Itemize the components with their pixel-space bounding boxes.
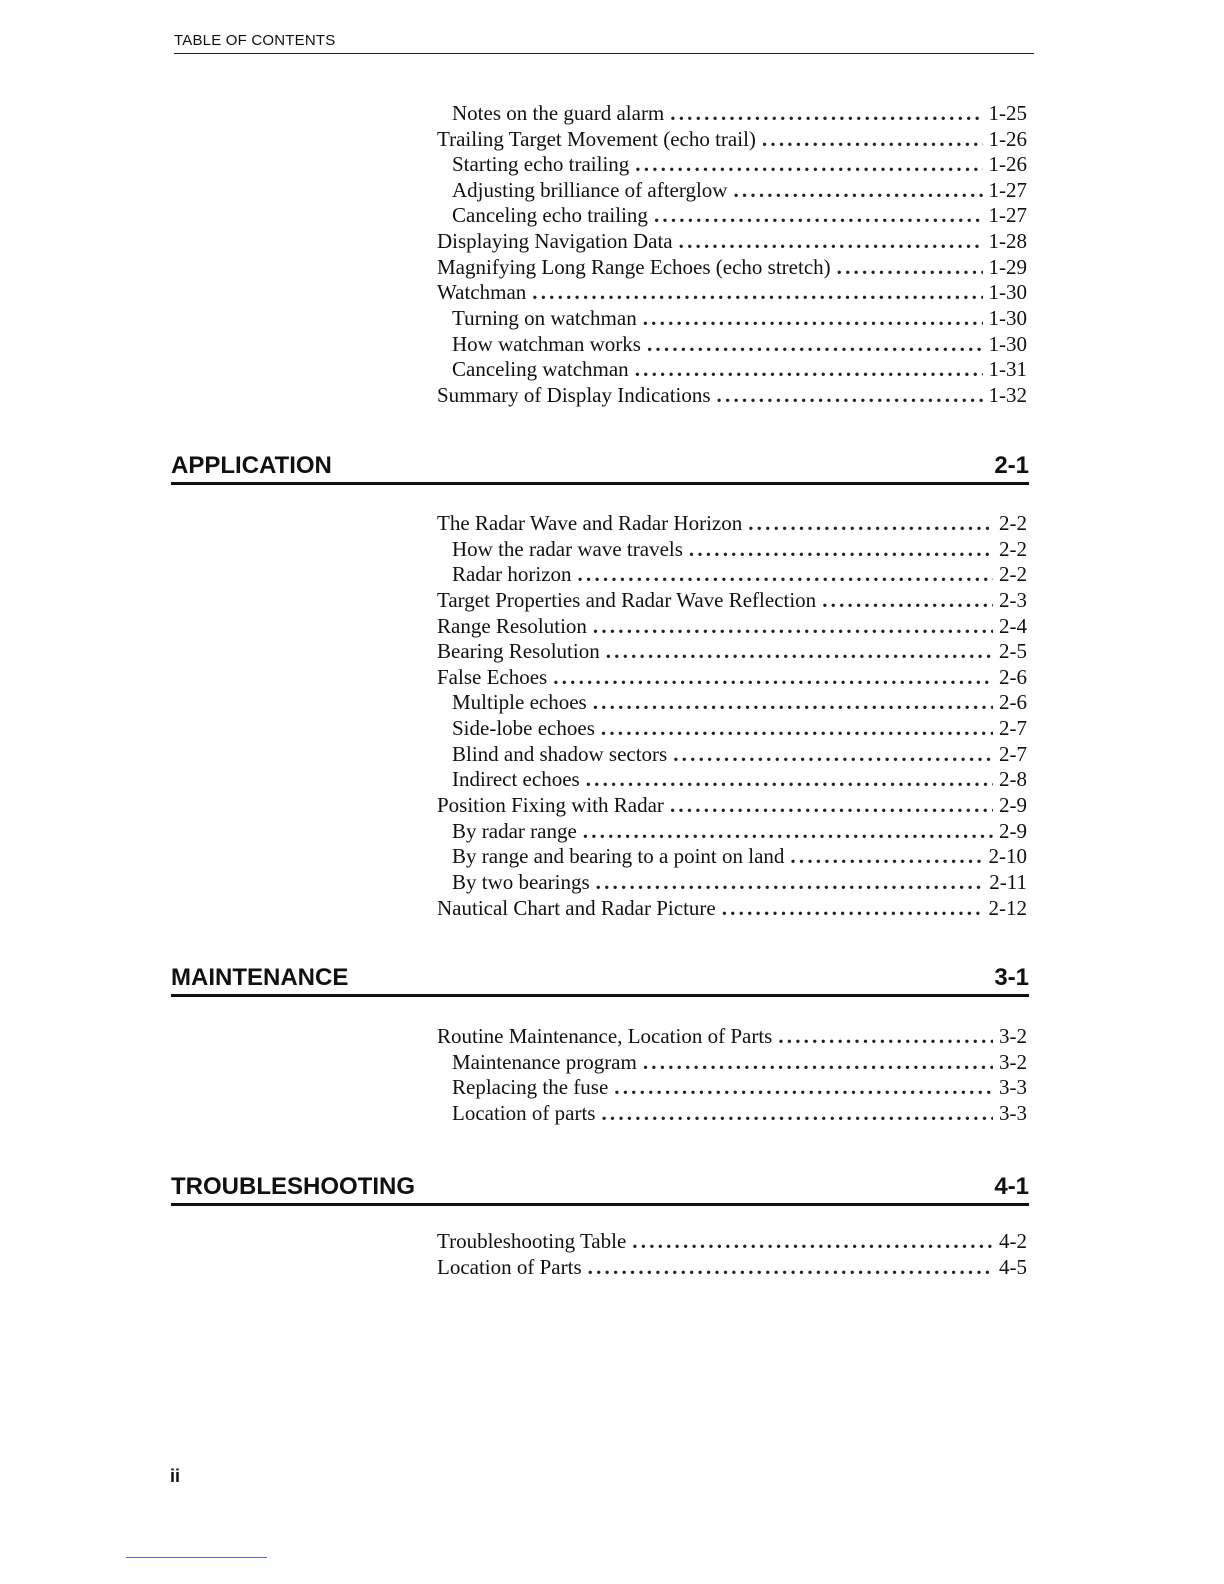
entry-page: 2-7	[999, 716, 1027, 740]
entry-title: Magnifying Long Range Echoes (echo stretch)	[437, 255, 831, 279]
leader-dots	[593, 613, 993, 639]
toc-entry[interactable]	[437, 613, 1027, 639]
toc-entry[interactable]	[437, 510, 1027, 536]
toc-entry[interactable]	[452, 1074, 1027, 1100]
entry-page: 2-12	[988, 896, 1027, 920]
toc-entry[interactable]	[437, 638, 1027, 664]
entry-page: 1-30	[988, 306, 1027, 330]
toc-entry[interactable]	[452, 1100, 1027, 1126]
leader-dots	[606, 638, 993, 664]
entry-title: Target Properties and Radar Wave Reflection	[437, 588, 817, 612]
leader-dots	[532, 279, 982, 305]
leader-dots	[588, 1254, 993, 1280]
entry-page: 1-27	[988, 178, 1027, 202]
toc-entry[interactable]	[437, 1254, 1027, 1280]
scan-edge-line	[126, 1557, 267, 1558]
entry-title: Notes on the guard alarm	[452, 101, 665, 125]
entry-page: 2-8	[999, 767, 1027, 791]
toc-entry[interactable]	[437, 895, 1027, 921]
leader-dots	[689, 536, 993, 562]
leader-dots	[733, 177, 982, 203]
toc-entry[interactable]	[437, 279, 1027, 305]
entry-title: Radar horizon	[452, 562, 572, 586]
entry-page: 2-5	[999, 639, 1027, 663]
leader-dots	[614, 1074, 993, 1100]
entry-page: 2-11	[989, 870, 1027, 894]
entry-title: Summary of Display Indications	[437, 383, 711, 407]
entry-page: 2-3	[999, 588, 1027, 612]
toc-entry[interactable]	[452, 843, 1027, 869]
entry-page: 3-2	[999, 1024, 1027, 1048]
chapter-title: TROUBLESHOOTING	[171, 1173, 415, 1200]
entry-title: Side-lobe echoes	[452, 716, 595, 740]
leader-dots	[632, 1228, 993, 1254]
leader-dots	[647, 331, 983, 357]
entry-page: 2-9	[999, 793, 1027, 817]
leader-dots	[790, 843, 982, 869]
entry-title: Starting echo trailing	[452, 152, 630, 176]
entry-title: By two bearings	[452, 870, 590, 894]
entry-title: Location of parts	[452, 1101, 596, 1125]
toc-entry[interactable]	[452, 305, 1027, 331]
chapter-heading-troubleshooting[interactable]	[171, 1171, 1029, 1206]
entry-page: 1-28	[988, 229, 1027, 253]
entry-page: 4-5	[999, 1255, 1027, 1279]
entry-page: 2-6	[999, 665, 1027, 689]
toc-entry[interactable]	[452, 1049, 1027, 1075]
toc-entry[interactable]	[437, 587, 1027, 613]
chapter-page: 4-1	[994, 1173, 1029, 1200]
toc-entry[interactable]	[452, 818, 1027, 844]
leader-dots	[635, 151, 982, 177]
toc-entry[interactable]	[452, 741, 1027, 767]
toc-entry[interactable]	[437, 228, 1027, 254]
entry-page: 1-32	[988, 383, 1027, 407]
entry-page: 2-2	[999, 562, 1027, 586]
leader-dots	[778, 1023, 993, 1049]
entry-title: Displaying Navigation Data	[437, 229, 673, 253]
entry-page: 2-6	[999, 690, 1027, 714]
entry-page: 2-10	[988, 844, 1027, 868]
leader-dots	[673, 741, 993, 767]
entry-title: The Radar Wave and Radar Horizon	[437, 511, 743, 535]
entry-page: 1-26	[988, 127, 1027, 151]
chapter-title: APPLICATION	[171, 452, 332, 479]
entry-page: 1-27	[988, 203, 1027, 227]
entry-page: 2-9	[999, 819, 1027, 843]
entry-title: False Echoes	[437, 665, 548, 689]
toc-entry[interactable]	[452, 202, 1027, 228]
entry-title: Blind and shadow sectors	[452, 742, 668, 766]
entry-page: 2-2	[999, 511, 1027, 535]
leader-dots	[643, 305, 983, 331]
entry-page: 2-4	[999, 614, 1027, 638]
entry-title: Maintenance program	[452, 1050, 637, 1074]
chapter-page: 2-1	[994, 452, 1029, 479]
leader-dots	[586, 766, 993, 792]
leader-dots	[822, 587, 993, 613]
leader-dots	[748, 510, 993, 536]
entry-title: Replacing the fuse	[452, 1075, 609, 1099]
toc-entry[interactable]	[452, 356, 1027, 382]
leader-dots	[583, 818, 993, 844]
leader-dots	[679, 228, 983, 254]
entry-page: 3-3	[999, 1075, 1027, 1099]
entry-title: Canceling watchman	[452, 357, 629, 381]
toc-entry[interactable]	[452, 151, 1027, 177]
entry-page: 1-30	[988, 280, 1027, 304]
chapter-heading-application[interactable]	[171, 450, 1029, 485]
toc-entry[interactable]	[452, 331, 1027, 357]
toc-entry[interactable]	[452, 869, 1027, 895]
leader-dots	[643, 1049, 993, 1075]
leader-dots	[596, 869, 984, 895]
entry-title: Routine Maintenance, Location of Parts	[437, 1024, 773, 1048]
entry-title: Watchman	[437, 280, 527, 304]
entry-title: Canceling echo trailing	[452, 203, 648, 227]
leader-dots	[601, 715, 993, 741]
chapter-heading-maintenance[interactable]	[171, 962, 1029, 997]
leader-dots	[601, 1100, 993, 1126]
entry-page: 1-29	[988, 255, 1027, 279]
entry-title: By radar range	[452, 819, 577, 843]
entry-title: Trailing Target Movement (echo trail)	[437, 127, 756, 151]
entry-page: 1-26	[988, 152, 1027, 176]
entry-title: By range and bearing to a point on land	[452, 844, 785, 868]
leader-dots	[578, 561, 993, 587]
entry-title: Range Resolution	[437, 614, 587, 638]
entry-title: Indirect echoes	[452, 767, 580, 791]
leader-dots	[670, 792, 993, 818]
toc-entry[interactable]	[452, 100, 1027, 126]
entry-title: Adjusting brilliance of afterglow	[452, 178, 728, 202]
toc-entry[interactable]	[437, 664, 1027, 690]
toc-entry[interactable]	[437, 126, 1027, 152]
leader-dots	[635, 356, 983, 382]
toc-entry[interactable]	[437, 1228, 1027, 1254]
leader-dots	[837, 254, 983, 280]
toc-entry[interactable]	[452, 561, 1027, 587]
entry-title: How watchman works	[452, 332, 641, 356]
toc-entry[interactable]	[452, 766, 1027, 792]
entry-title: Location of Parts	[437, 1255, 582, 1279]
entry-page: 1-31	[988, 357, 1027, 381]
leader-dots	[717, 382, 983, 408]
toc-entry[interactable]	[452, 689, 1027, 715]
entry-page: 4-2	[999, 1229, 1027, 1253]
toc-entry[interactable]	[437, 1023, 1027, 1049]
leader-dots	[762, 126, 983, 152]
chapter-page: 3-1	[994, 964, 1029, 991]
entry-title: How the radar wave travels	[452, 537, 683, 561]
leader-dots	[593, 689, 993, 715]
toc-entry[interactable]	[452, 536, 1027, 562]
toc-entry[interactable]	[437, 254, 1027, 280]
leader-dots	[654, 202, 983, 228]
leader-dots	[670, 100, 982, 126]
entry-page: 1-25	[988, 101, 1027, 125]
entry-title: Troubleshooting Table	[437, 1229, 627, 1253]
entry-title: Bearing Resolution	[437, 639, 600, 663]
leader-dots	[722, 895, 983, 921]
entry-title: Multiple echoes	[452, 690, 587, 714]
entry-page: 2-2	[999, 537, 1027, 561]
chapter-title: MAINTENANCE	[171, 964, 349, 991]
toc-entry[interactable]	[437, 792, 1027, 818]
entry-page: 2-7	[999, 742, 1027, 766]
entry-title: Position Fixing with Radar	[437, 793, 664, 817]
toc-entry[interactable]	[452, 177, 1027, 203]
page-number: ii	[170, 1466, 181, 1486]
entry-title: Turning on watchman	[452, 306, 637, 330]
entry-title: Nautical Chart and Radar Picture	[437, 896, 716, 920]
entry-page: 3-2	[999, 1050, 1027, 1074]
leader-dots	[553, 664, 993, 690]
entry-page: 1-30	[988, 332, 1027, 356]
toc-entry[interactable]	[437, 382, 1027, 408]
running-head: TABLE OF CONTENTS	[174, 32, 1034, 54]
entry-page: 3-3	[999, 1101, 1027, 1125]
toc-entry[interactable]	[452, 715, 1027, 741]
